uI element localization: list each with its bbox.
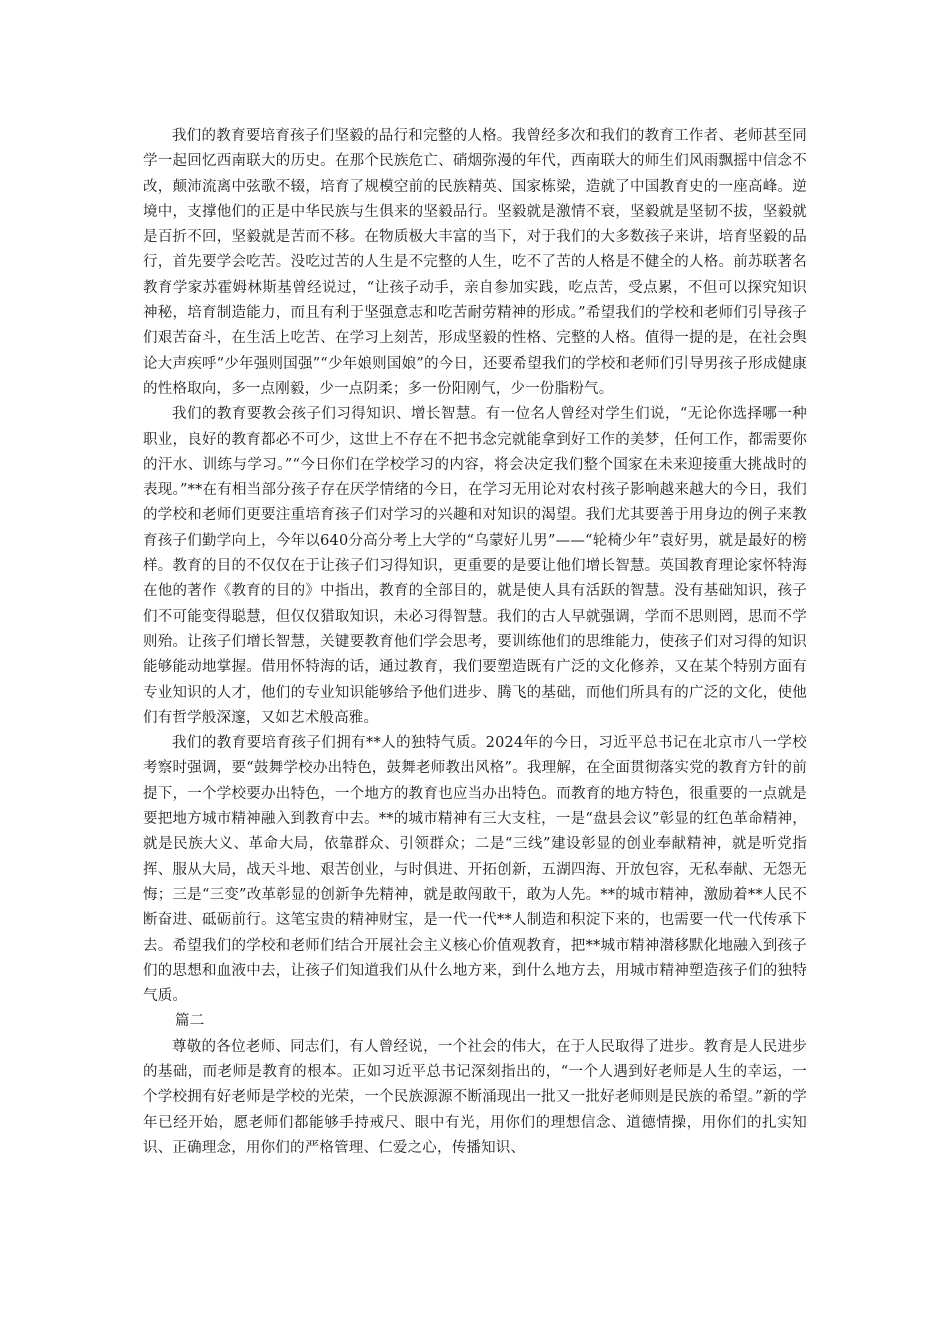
document-body — [143, 124, 807, 1161]
paragraph-teachers: 尊敬的各位老师、同志们，有人曾经说，一个社会的伟大，在于人民取得了进步。教育是人民进步的基础，而老师是教育的根本。正如习近平总书记深刻指出的，“一个人遇到好老师是人生的幸运，一个学校拥有好老师是学校的光荣，一个民族源源不断涌现出一批又一批好老师则是民族的希望。”新的学年已经开始，愿老师们都能够手持戒尺、眼中有光，用你们的理想信念、道德情操，用你们的扎实知识、正确理念，用你们的严格管理、仁爱之心，传播知识、 — [143, 1038, 807, 1156]
paragraph-city-spirit: 我们的教育要培育孩子们拥有**人的独特气质。2024年的今日，习近平总书记在北京市八一学校考察时强调，要“鼓舞学校办出特色，鼓舞老师教出风格”。我理解，在全面贯彻落实党的教育方针的前提下，一个学校要办出特色，一个地方的教育也应当办出特色。而教育的地方特色，很重要的一点就是要把地方城市精神融入到教育中去。**的城市精神有三大支柱，一是“盘县会议”彰显的红色革命精神，就是民族大义、革命大局，依靠群众、引领群众；二是“三线”建设彰显的创业奉献精神，就是听党指挥、服从大局，战天斗地、艰苦创业，与时俱进、开拓创新，五湖四海、开放包容，无私奉献、无怨无悔；三是“三变”改革彰显的创新争先精神，就是敢闯敢干，敢为人先。**的城市精神，激励着**人民不断奋进、砥砺前行。这笔宝贵的精神财宝，是一代一代**人制造和积淀下来的，也需要一代一代传承下去。希望我们的学校和老师们结合开展社会主义核心价值观教育，把**城市精神潜移默化地融入到孩子们的思想和血液中去，让孩子们知道我们从什么地方来，到什么地方去，用城市精神塑造孩子们的独特气质。 — [143, 735, 807, 1005]
section-heading: 篇二 — [175, 1013, 205, 1030]
paragraph-knowledge-wisdom: 我们的教育要教会孩子们习得知识、增长智慧。有一位名人曾经对学生们说，“无论你选择哪一种职业，良好的教育都必不可少，这世上不存在不把书念完就能拿到好工作的美梦，任何工作，都需要你的汗水、训练与学习。”“今日你们在学校学习的内容，将会决定我们整个国家在未来迎接重大挑战时的表现。”**在有相当部分孩子存在厌学情绪的今日，在学习无用论对农村孩子影响越来越大的今日，我们的学校和老师们更要注重培育孩子们对学习的兴趣和对知识的渴望。我们尤其要善于用身边的例子来教育孩子们勤学向上，今年以640分高分考上大学的“乌蒙好儿男”——“轮椅少年”袁好男，就是最好的榜样。教育的目的不仅仅在于让孩子们习得知识，更重要的是要让他们增长智慧。英国教育理论家怀特海在他的著作《教育的目的》中指出，教育的全部目的，就是使人具有活跃的智慧。没有基础知识，孩子们不可能变得聪慧，但仅仅猎取知识，未必习得智慧。我们的古人早就强调，学而不思则罔，思而不学则殆。让孩子们增长智慧，关键要教育他们学会思考，要训练他们的思维能力，使孩子们对习得的知识能够能动地掌握。借用怀特海的话，通过教育，我们要塑造既有广泛的文化修养，又在某个特别方面有专业知识的人才，他们的专业知识能够给予他们进步、腾飞的基础，而他们所具有的广泛的文化，使他们有哲学般深邃，又如艺术般高雅。 — [143, 406, 807, 726]
paragraph-perseverance: 我们的教育要培育孩子们坚毅的品行和完整的人格。我曾经多次和我们的教育工作者、老师甚至同学一起回忆西南联大的历史。在那个民族危亡、硝烟弥漫的年代，西南联大的师生们风雨飘摇中信念不改，颠沛流离中弦歌不辍，培育了规模空前的民族精英、国家栋梁，造就了中国教育史的一座高峰。逆境中，支撑他们的正是中华民族与生俱来的坚毅品行。坚毅就是激情不衰，坚毅就是坚韧不拔，坚毅就是百折不回，坚毅就是苦而不移。在物质极大丰富的当下，对于我们的大多数孩子来讲，培育坚毅的品行，首先要学会吃苦。没吃过苦的人生是不完整的人生，吃不了苦的人格是不健全的人格。前苏联著名教育学家苏霍姆林斯基曾经说过，“让孩子动手，亲自参加实践，吃点苦，受点累，不但可以探究知识神秘，培育制造能力，而且有利于坚强意志和吃苦耐劳精神的形成。”希望我们的学校和老师们引导孩子们艰苦奋斗，在生活上吃苦、在学习上刻苦，形成坚毅的性格、完整的人格。值得一提的是，在社会舆论大声疾呼“少年强则国强”“少年娘则国娘”的今日，还要希望我们的学校和老师们引导男孩子形成健康的性格取向，多一点刚毅，少一点阴柔；多一份阳刚气，少一份脂粉气。 — [143, 128, 807, 397]
